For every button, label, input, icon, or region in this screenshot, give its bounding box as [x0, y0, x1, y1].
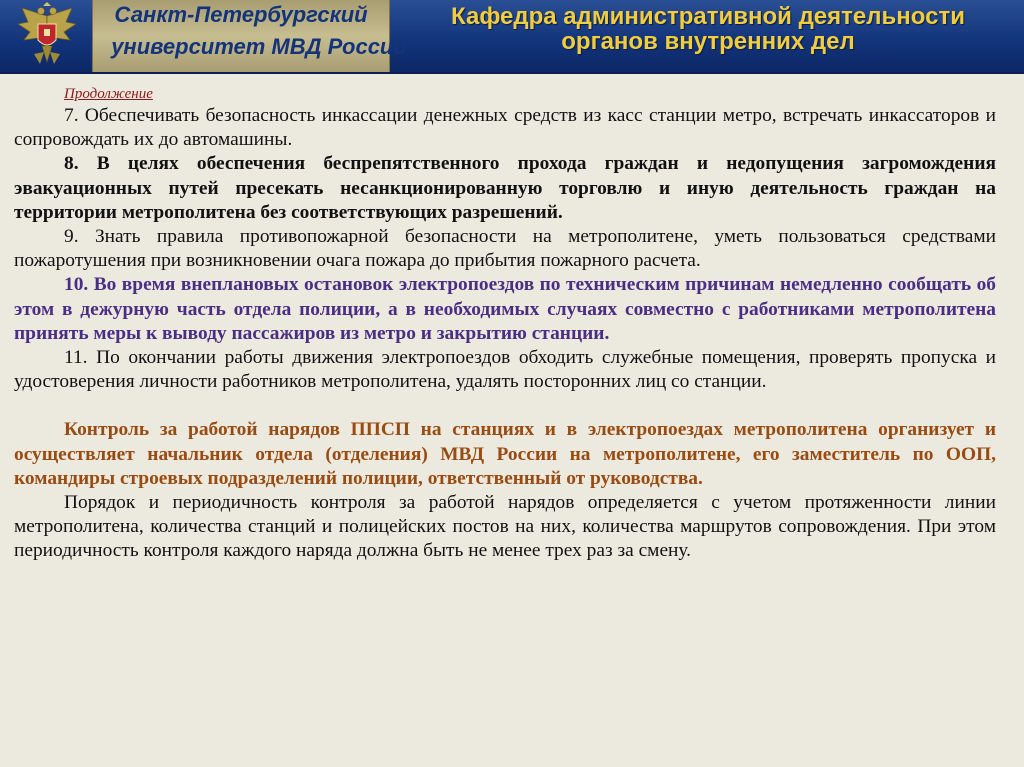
mvd-eagle-emblem-icon	[14, 2, 80, 70]
paragraph-10: 10. Во время внеплановых остановок электропоездов по техническим причинам немедленно сообщать об этом в дежурную часть отдела полиции, а в необходимых случаях совместно с работниками метрополитена принять меры к выводу пассажиров из метро и закрытию станции.	[14, 274, 996, 344]
paragraph-gap	[14, 394, 996, 418]
university-name-line1: Санкт-Петербургский	[114, 2, 368, 27]
department-title-line1: Кафедра административной деятельности	[451, 3, 965, 30]
paragraph-8: 8. В целях обеспечения беспрепятственного прохода граждан и недопущения загромождения эвакуационных путей пресекать несанкционированную торговлю и иную деятельность граждан на территории метрополитена без соответствующих разрешений.	[14, 153, 996, 223]
department-title-line2: органов внутренних дел	[561, 28, 855, 55]
paragraph-11: 11. По окончании работы движения электропоездов обходить служебные помещения, проверять пропуска и удостоверения личности работников метрополитена, удалять посторонних лиц со станции.	[14, 347, 996, 393]
department-title	[392, 4, 1024, 54]
paragraph-9: 9. Знать правила противопожарной безопасности на метрополитене, уметь пользоваться средствами пожаротушения при возникновении очага пожара до прибытия пожарного расчета.	[14, 226, 996, 272]
procedure-paragraph: Порядок и периодичность контроля за работой нарядов определяется с учетом протяженности линии метрополитена, количества станций и полицейских постов на них, количества маршрутов сопровождения. При этом периодичность контроля каждого наряда должна быть не менее трех раз за смену.	[14, 492, 996, 562]
university-title-box	[92, 0, 407, 72]
slide-body	[14, 84, 996, 564]
slide-header	[0, 0, 1024, 74]
paragraph-7: 7. Обеспечивать безопасность инкассации денежных средств из касс станции метро, встречать инкассаторов и сопровождать их до автомашины.	[14, 105, 996, 151]
control-paragraph: Контроль за работой нарядов ППСП на станциях и в электропоездах метрополитена организует и осуществляет начальник отдела (отделения) МВД России на метрополитене, его заместитель по ООП, командиры строевых подразделений полиции, ответственный от руководства.	[14, 419, 996, 489]
university-name-line2: университет МВД России	[111, 34, 407, 59]
continuation-label: Продолжение	[64, 86, 153, 102]
